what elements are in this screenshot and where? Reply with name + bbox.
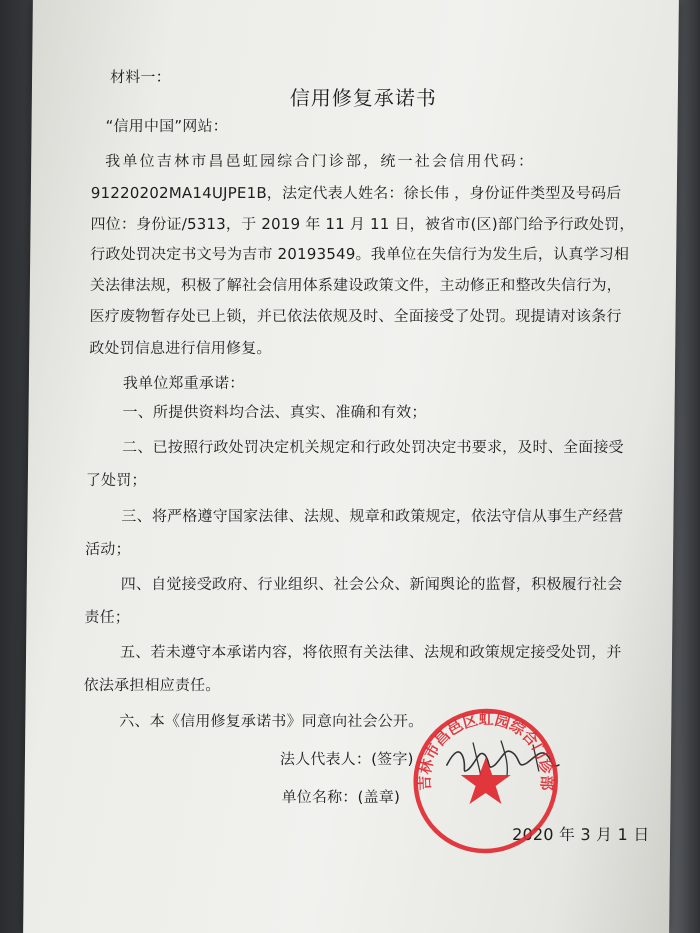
commitment-intro: 我单位郑重承诺： xyxy=(122,374,245,392)
paragraph1-line6: 医疗废物暂存处已上锁，并已依法依规及时、全面接受了处罚。现提请对该条行 xyxy=(89,307,622,325)
document-paper xyxy=(23,0,679,933)
commitment-item-2-cont: 了处罚； xyxy=(85,471,147,489)
legal-rep-label: 法人代表人：(签字) xyxy=(279,750,414,768)
seal-star-icon xyxy=(460,757,510,804)
paragraph1-line1: 我单位吉林市昌邑虹园综合门诊部，统一社会信用代码： xyxy=(105,152,536,170)
unit-name-label: 单位名称：(盖章) xyxy=(281,788,401,806)
paragraph1-line7: 政处罚信息进行信用修复。 xyxy=(89,339,272,357)
commitment-item-5: 五、若未遵守本承诺内容，将依照有关法律、法规和政策规定接受处罚，并 xyxy=(119,643,622,661)
date: 2020 年 3 月 1 日 xyxy=(512,825,650,844)
commitment-item-3: 三、将严格遵守国家法律、法规、规章和政策规定，依法守信从事生产经营 xyxy=(121,507,624,525)
document-title: 信用修复承诺书 xyxy=(289,86,437,110)
commitment-item-3-cont: 活动； xyxy=(85,540,131,558)
commitment-item-4-cont: 责任； xyxy=(84,608,131,626)
commitment-item-2: 二、已按照行政处罚决定机关规定和行政处罚决定书要求，及时、全面接受 xyxy=(122,438,624,456)
paragraph1-line2: 91220202MA14UJPE1B，法定代表人姓名：徐长伟 ，身份证件类型及号码后 xyxy=(90,184,622,202)
official-seal xyxy=(409,705,563,857)
commitment-item-1: 一、所提供资料均合法、真实、准确和有效； xyxy=(122,403,427,421)
paragraph1-line5: 关法律法规，积极了解社会信用体系建设政策文件，主动修正和整改失信行为， xyxy=(89,276,623,294)
seal-text: 吉林市昌邑区虹园综合门诊部 xyxy=(415,710,557,791)
commitment-item-4: 四、自觉接受政府、行业组织、社会公众、新闻舆论的监督，积极履行社会 xyxy=(120,575,623,593)
commitment-item-5-cont: 依法承担相应责任。 xyxy=(83,676,221,694)
material-label: 材料一： xyxy=(109,68,171,86)
addressee: “信用中国”网站： xyxy=(105,117,229,135)
paragraph1-line4: 行政处罚决定书文号为吉市 20193549。我单位在失信行为发生后，认真学习相 xyxy=(90,245,630,263)
paragraph1-line3: 四位：身份证/5313，于 2019 年 11 月 11 日，被省市(区)部门给予行政处罚， xyxy=(90,215,635,233)
commitment-item-6: 六、本《信用修复承诺书》同意向社会公开。 xyxy=(119,712,424,730)
